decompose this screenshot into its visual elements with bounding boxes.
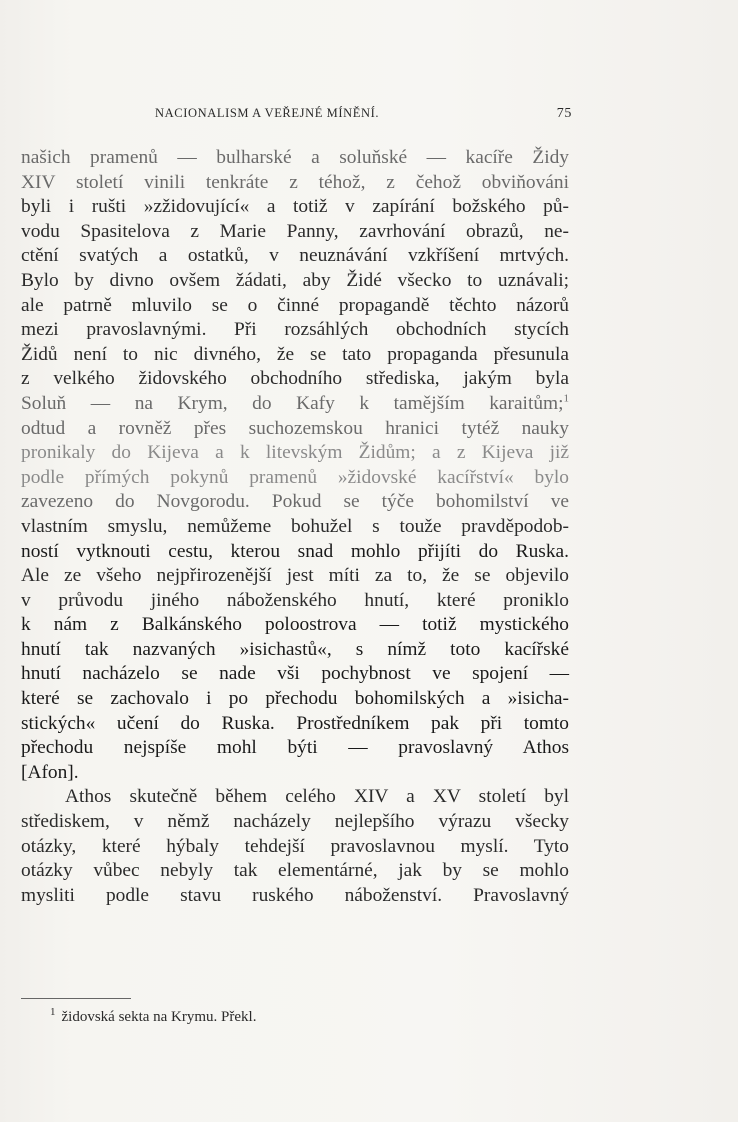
text-line: střediskem, v němž nacházely nejlepšího výrazu všecky xyxy=(21,811,569,833)
text-line: ctění svatých a ostatků, v neuznávání vzkříšení mrtvých. xyxy=(21,245,569,267)
footnote xyxy=(50,1002,256,1027)
text-line: odtud a rovněž přes suchozemskou hranici tytéž nauky xyxy=(21,417,569,439)
text-line: k nám z Balkánského poloostrova — totiž mystického xyxy=(21,614,569,636)
text-line: byli i rušti »zžidovující« a totiž v zapírání božského pů- xyxy=(21,196,569,218)
text-line: v průvodu jiného náboženského hnutí, které proniklo xyxy=(21,589,569,611)
text-line: Ale ze všeho nejpřirozenější jest míti za to, že se objevilo xyxy=(21,565,569,587)
text-line: otázky vůbec nebyly tak elementárné, jak by se mohlo xyxy=(21,860,569,882)
chapter-title: NACIONALISM A VEŘEJNÉ MÍNĚNÍ. xyxy=(155,106,380,120)
text-line: z velkého židovského obchodního střediska, jakým byla xyxy=(21,368,569,390)
text-line: Bylo by divno ovšem žádati, aby Židé všecko to uznávali; xyxy=(21,269,569,291)
text-line: našich pramenů — bulharské a soluňské — kacíře Židy xyxy=(21,147,569,168)
text-line: zavezeno do Novgorodu. Pokud se týče bohomilství ve xyxy=(21,491,569,513)
text-line: Židů není to nic divného, že se tato propaganda přesunula xyxy=(21,343,569,365)
running-head xyxy=(155,106,572,126)
text-line: které se zachovalo i po přechodu bohomilských a »isicha- xyxy=(21,688,569,710)
text-line: hnutí tak nazvaných »isichastů«, s nímž toto kacířské xyxy=(21,638,569,660)
text-line: pronikaly do Kijeva a k litevským Židům; a z Kijeva již xyxy=(21,442,569,464)
footnote-number: 1 xyxy=(50,1006,56,1018)
text-line: XIV století vinili tenkráte z téhož, z čehož obviňováni xyxy=(21,171,569,193)
paragraph-start-line: Athos skutečně během celého XIV a XV století byl xyxy=(65,786,569,808)
text-line: ností vytknouti cestu, kterou snad mohlo přijíti do Ruska. xyxy=(21,540,569,562)
text-line: [Afon]. xyxy=(21,761,79,783)
footnote-reference: 1 xyxy=(563,392,569,405)
text-line: hnutí nacházelo se nade vši pochybnost ve spojení — xyxy=(21,663,569,685)
page-number: 75 xyxy=(556,106,572,121)
text-line: ale patrně mluvilo se o činné propagandě těchto názorů xyxy=(21,294,569,316)
text-line: přechodu nejspíše mohl býti — pravoslavný Athos xyxy=(21,737,569,759)
body-text xyxy=(21,146,569,908)
text-line: otázky, které hýbaly tehdejší pravoslavnou myslí. Tyto xyxy=(21,835,569,857)
text-line-with-footnote xyxy=(21,392,569,417)
text-line: mezi pravoslavnými. Při rozsáhlých obchodních stycích xyxy=(21,319,569,341)
text-line: vodu Spasitelova z Marie Panny, zavrhování obrazů, ne- xyxy=(21,220,569,242)
footnote-text: židovská sekta na Krymu. Překl. xyxy=(61,1009,257,1025)
text-line: podle přímých pokynů pramenů »židovské kacířství« bylo xyxy=(21,466,569,488)
text-line: mysliti podle stavu ruského náboženství. Pravoslavný xyxy=(21,884,569,906)
footnote-divider xyxy=(21,998,131,999)
text-line: stických« učení do Ruska. Prostředníkem pak při tomto xyxy=(21,712,569,734)
text-line-content: Soluň — na Krym, do Kafy k tamějším karaitům; xyxy=(21,392,564,414)
text-line: vlastním smyslu, nemůžeme bohužel s touže pravděpodob- xyxy=(21,515,569,537)
